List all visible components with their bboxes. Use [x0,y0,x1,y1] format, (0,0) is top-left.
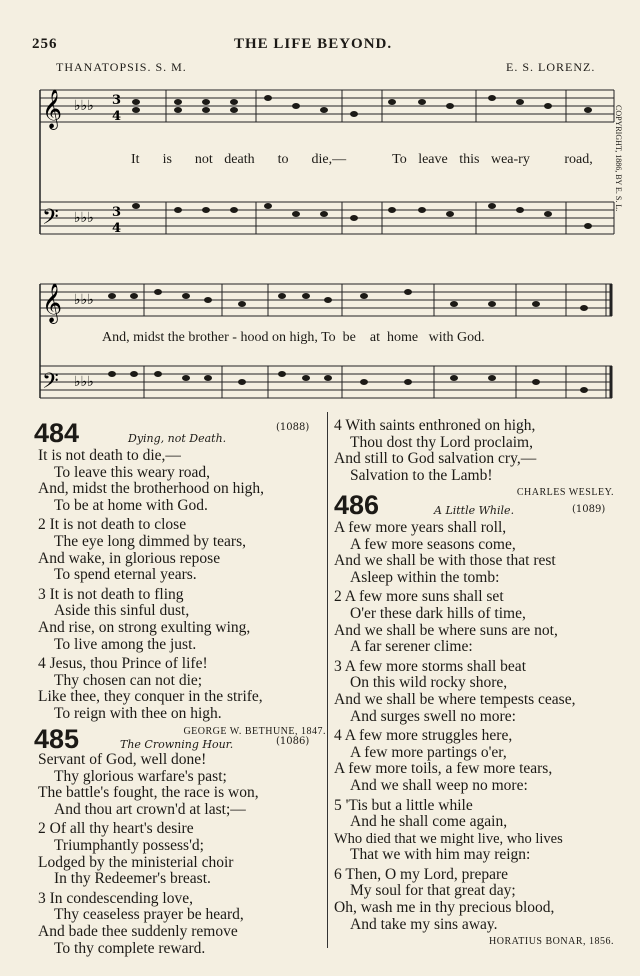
lyric-line-1: It is not death to die,— To leave this wea-ry road, [131,152,593,167]
hymn-485-verses: Servant of God, well done! Thy glorious warfare's past; The battle's fought, the race is won, And thou art crown'd at last;— 2 Of all thy heart's desire Triumphantly possess'd; Lodged by the ministerial choir In thy Redeemer's breast. 3 In condescending love, Thy ceaseless prayer be heard, And bade thee suddenly remove To thy complete reward. [38,751,259,957]
hymn-484-continuation: 4 With saints enthroned on high, Thou dost thy Lord proclaim, And still to God salvation cry,— Salvation to the Lamb! CHARLES WESLEY. [334,418,614,502]
hymn-attribution: HORATIUS BONAR, 1856. [489,936,614,948]
svg-text:𝄞: 𝄞 [42,89,63,129]
hymn-attribution: GEORGE W. BETHUNE, 1847. [183,725,326,737]
hymn-486-heading [334,490,612,522]
page-number: 256 [32,36,58,52]
page-title: THE LIFE BEYOND. [234,36,393,52]
hymn-484-heading [34,418,320,450]
tune-composer: E. S. LORENZ. [506,60,596,74]
hymn-meter-ref: (1088) [276,422,310,433]
hymn-subtitle: The Crowning Hour. [120,738,234,751]
svg-text:𝄢: 𝄢 [42,205,59,235]
lyric-line-2: And, midst the brother - hood on high, To be at home with God. [102,330,485,345]
copyright-note: COPYRIGHT, 1886, BY E. S. L. [614,105,623,212]
svg-text:4: 4 [112,109,122,124]
svg-text:3: 3 [112,205,122,220]
hymn-486-verses: A few more years shall roll, A few more seasons come, And we shall be with those that rest Asleep within the tomb: 2 A few more suns shall set O'er these dark hills of time, And we shall be where suns are not, A far serener clime: 3 A few more storms shall beat On this wild rocky shore, And we shall be where tempests cease, And surges swell no more: 4 A few more struggles here, A few more partings o'er, A few more toils, a few more tears, And we shall weep no more: 5 'Tis but a little while And he shall come again, Who died that we might live, who lives That we with him may reign: 6 Then, O my Lord, prepare My soul for that great day; Oh, wash me in thy precious blood, And take my sins away. HORATIUS BONAR, 1856. [334,520,614,951]
hymn-number: 485 [34,724,80,754]
svg-text:𝄢: 𝄢 [42,369,59,399]
svg-text:♭♭♭: ♭♭♭ [74,210,94,226]
hymn-484-verses: It is not death to die,— To leave this weary road, And, midst the brotherhood on high, To be at home with God. 2 It is not death to close The eye long dimmed by tears, And wake, in glorious repose To spend eternal years. 3 It is not death to fling Aside this sinful dust, And rise, on strong exulting wing, To live among the just. 4 Jesus, thou Prince of life! Thy chosen can not die; Like thee, they conquer in the strife, To reign with thee on high. GEORGE W. BETHUNE, 1847. [38,448,326,740]
hymn-number: 484 [34,418,80,448]
hymn-subtitle: A Little While. [434,504,515,517]
svg-text:♭♭♭: ♭♭♭ [74,98,94,114]
svg-text:3: 3 [112,93,122,108]
svg-text:4: 4 [112,221,122,236]
hymn-meter-ref: (1086) [276,736,310,747]
hymn-number: 486 [334,490,380,520]
tune-name: THANATOPSIS. S. M. [56,60,187,74]
column-divider [327,412,328,948]
svg-text:♭♭♭: ♭♭♭ [74,374,94,390]
hymn-meter-ref: (1089) [572,504,606,515]
svg-text:𝄞: 𝄞 [42,283,63,323]
hymn-subtitle: Dying, not Death. [128,432,227,445]
svg-text:♭♭♭: ♭♭♭ [74,292,94,308]
hymn-attribution: CHARLES WESLEY. [516,487,614,499]
